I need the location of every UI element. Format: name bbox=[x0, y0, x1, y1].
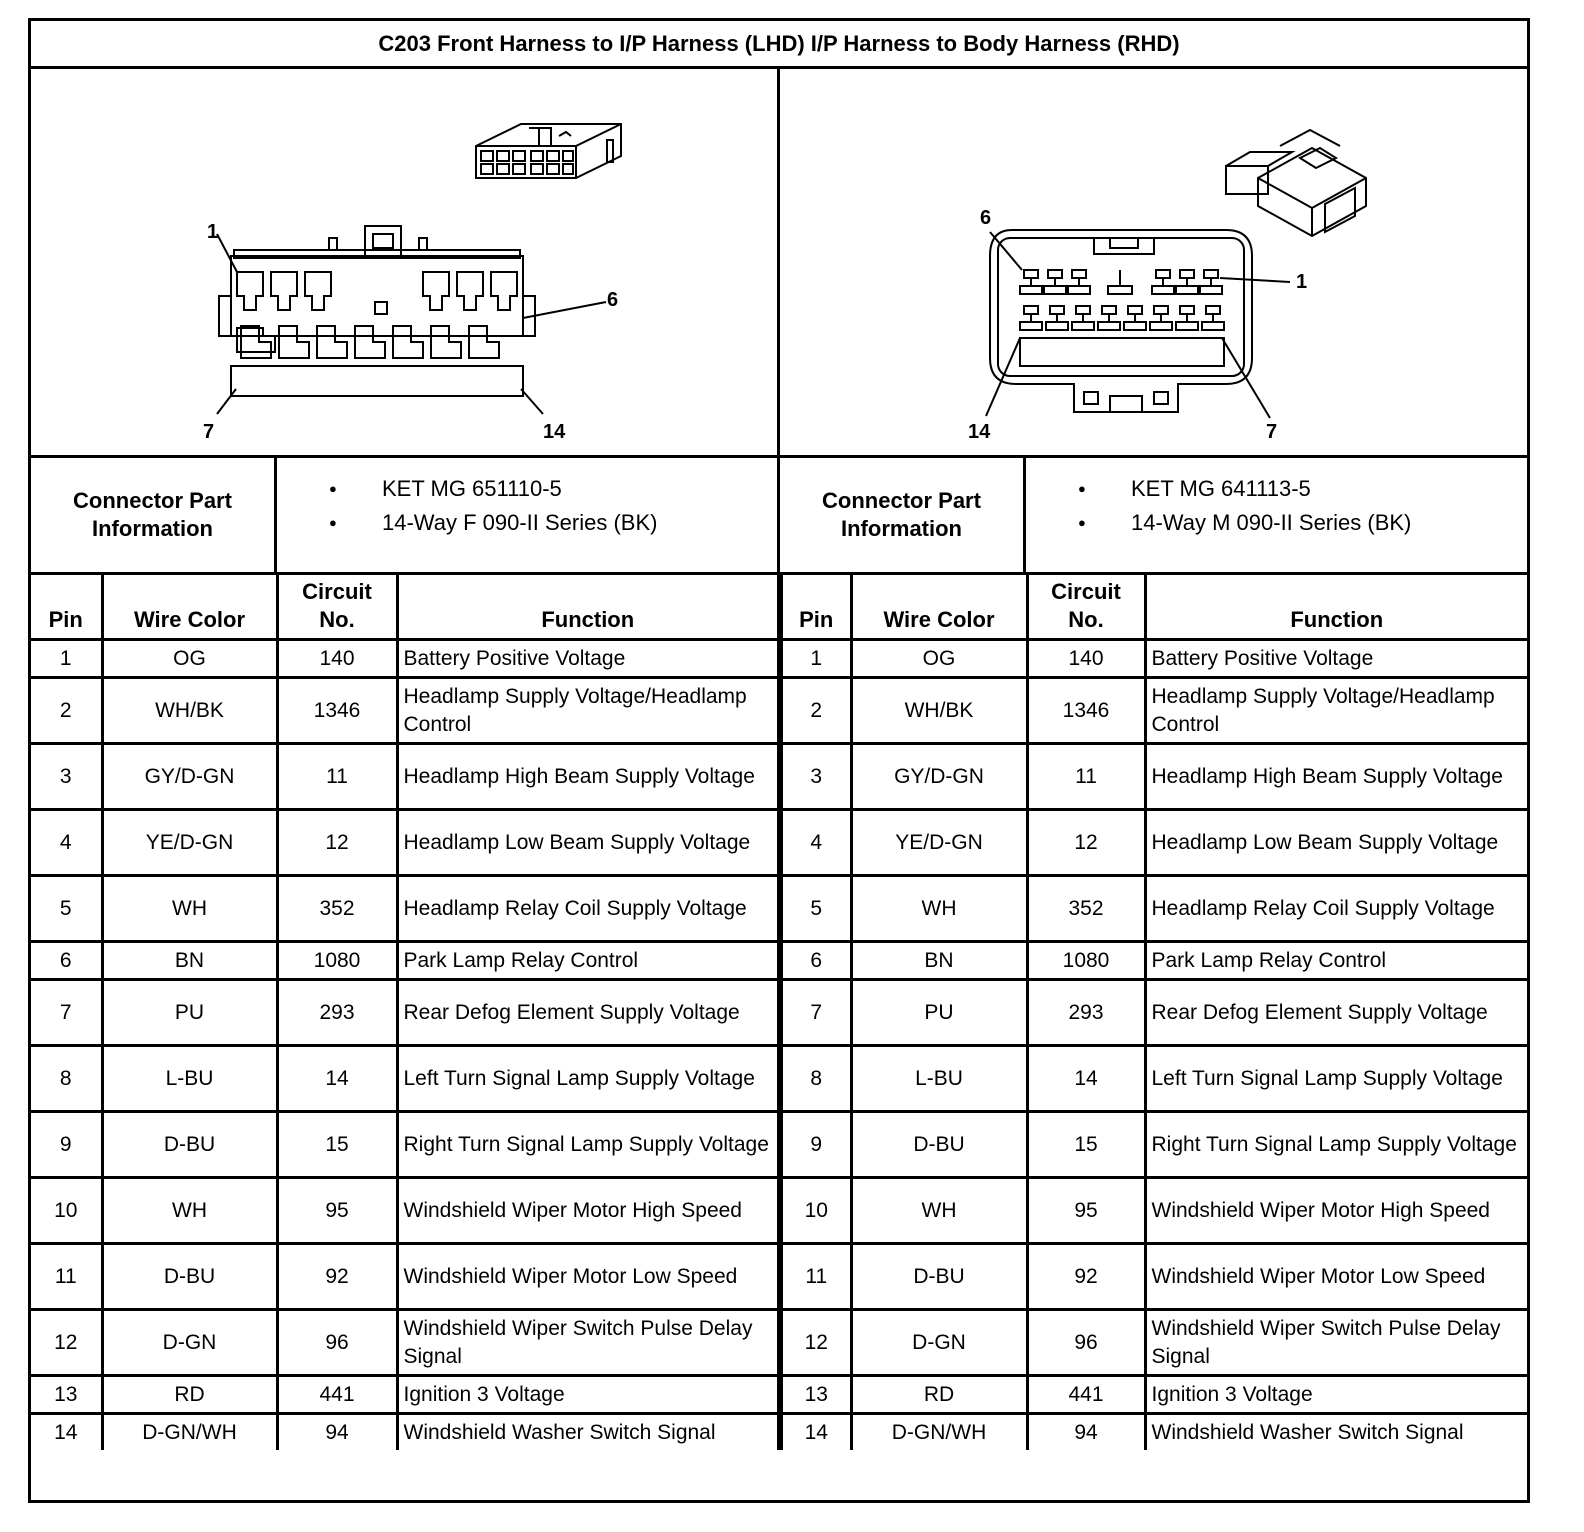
table-row bbox=[31, 640, 1527, 678]
wire-color-cell: OG bbox=[851, 640, 1027, 678]
wire-color-cell: PU bbox=[102, 980, 277, 1046]
wire-color-cell: GY/D-GN bbox=[102, 744, 277, 810]
wire-color-cell: WH bbox=[102, 876, 277, 942]
header-pin: Pin bbox=[31, 574, 102, 640]
circuit-cell: 92 bbox=[277, 1244, 397, 1310]
function-cell: Ignition 3 Voltage bbox=[397, 1376, 780, 1414]
wire-color-cell: WH bbox=[851, 1178, 1027, 1244]
table-row bbox=[31, 810, 1527, 876]
circuit-cell: 441 bbox=[1027, 1376, 1145, 1414]
pin-cell: 13 bbox=[31, 1376, 102, 1414]
function-cell: Windshield Wiper Motor High Speed bbox=[397, 1178, 780, 1244]
function-cell: Battery Positive Voltage bbox=[1145, 640, 1527, 678]
table-row bbox=[31, 1178, 1527, 1244]
pin-cell: 2 bbox=[31, 678, 102, 744]
function-cell: Park Lamp Relay Control bbox=[397, 942, 780, 980]
table-row bbox=[31, 1310, 1527, 1376]
circuit-cell: 293 bbox=[277, 980, 397, 1046]
function-cell: Headlamp Supply Voltage/Headlamp Control bbox=[1145, 678, 1527, 744]
function-cell: Windshield Wiper Motor High Speed bbox=[1145, 1178, 1527, 1244]
circuit-cell: 15 bbox=[1027, 1112, 1145, 1178]
table-row bbox=[31, 1414, 1527, 1451]
function-cell: Headlamp Supply Voltage/Headlamp Control bbox=[397, 678, 780, 744]
pin-cell: 1 bbox=[780, 640, 851, 678]
male-connector-diagram bbox=[780, 66, 1527, 455]
table-row bbox=[31, 1244, 1527, 1310]
wire-color-cell: WH/BK bbox=[102, 678, 277, 744]
pin-cell: 10 bbox=[31, 1178, 102, 1244]
function-cell: Battery Positive Voltage bbox=[397, 640, 780, 678]
pin-cell: 5 bbox=[31, 876, 102, 942]
table-row bbox=[31, 1046, 1527, 1112]
pin-cell: 3 bbox=[780, 744, 851, 810]
circuit-cell: 15 bbox=[277, 1112, 397, 1178]
wire-color-cell: WH bbox=[851, 876, 1027, 942]
wire-color-cell: D-BU bbox=[102, 1112, 277, 1178]
wire-color-cell: WH/BK bbox=[851, 678, 1027, 744]
function-cell: Windshield Washer Switch Signal bbox=[397, 1414, 780, 1451]
function-cell: Windshield Wiper Switch Pulse Delay Signal bbox=[1145, 1310, 1527, 1376]
connector-diagrams bbox=[31, 66, 1527, 458]
function-cell: Headlamp High Beam Supply Voltage bbox=[1145, 744, 1527, 810]
connector-info-left bbox=[277, 458, 780, 572]
pin-label-14: 14 bbox=[543, 421, 566, 443]
connector-info-label-right: Connector Part Information bbox=[780, 458, 1026, 572]
wire-color-cell: YE/D-GN bbox=[851, 810, 1027, 876]
function-cell: Headlamp Relay Coil Supply Voltage bbox=[1145, 876, 1527, 942]
wire-color-cell: GY/D-GN bbox=[851, 744, 1027, 810]
pin-label-6: 6 bbox=[980, 207, 992, 229]
pin-cell: 14 bbox=[780, 1414, 851, 1451]
circuit-cell: 293 bbox=[1027, 980, 1145, 1046]
pin-cell: 4 bbox=[780, 810, 851, 876]
circuit-cell: 1080 bbox=[1027, 942, 1145, 980]
pin-cell: 14 bbox=[31, 1414, 102, 1451]
circuit-cell: 1080 bbox=[277, 942, 397, 980]
wire-color-cell: RD bbox=[851, 1376, 1027, 1414]
circuit-cell: 14 bbox=[277, 1046, 397, 1112]
pin-label-6: 6 bbox=[607, 289, 619, 311]
table-row bbox=[31, 876, 1527, 942]
wire-color-cell: D-GN/WH bbox=[851, 1414, 1027, 1451]
wire-color-cell: D-GN bbox=[102, 1310, 277, 1376]
circuit-cell: 140 bbox=[1027, 640, 1145, 678]
pin-cell: 8 bbox=[31, 1046, 102, 1112]
function-cell: Headlamp High Beam Supply Voltage bbox=[397, 744, 780, 810]
wire-color-cell: OG bbox=[102, 640, 277, 678]
circuit-cell: 441 bbox=[277, 1376, 397, 1414]
wire-color-cell: L-BU bbox=[851, 1046, 1027, 1112]
header-circuit: Circuit No. bbox=[277, 574, 397, 640]
header-function: Function bbox=[1145, 574, 1527, 640]
function-cell: Windshield Washer Switch Signal bbox=[1145, 1414, 1527, 1451]
wire-color-cell: D-GN/WH bbox=[102, 1414, 277, 1451]
circuit-cell: 11 bbox=[277, 744, 397, 810]
circuit-cell: 96 bbox=[1027, 1310, 1145, 1376]
pin-cell: 6 bbox=[31, 942, 102, 980]
function-cell: Windshield Wiper Motor Low Speed bbox=[397, 1244, 780, 1310]
pin-cell: 5 bbox=[780, 876, 851, 942]
function-cell: Left Turn Signal Lamp Supply Voltage bbox=[397, 1046, 780, 1112]
pin-cell: 9 bbox=[31, 1112, 102, 1178]
pinout-table bbox=[31, 574, 1527, 1450]
wire-color-cell: RD bbox=[102, 1376, 277, 1414]
circuit-cell: 94 bbox=[1027, 1414, 1145, 1451]
table-header-row bbox=[31, 574, 1527, 640]
connector-type-left: ● 14-Way F 090-II Series (BK) bbox=[329, 506, 777, 540]
pin-cell: 6 bbox=[780, 942, 851, 980]
header-wire-color: Wire Color bbox=[851, 574, 1027, 640]
table-row bbox=[31, 980, 1527, 1046]
wire-color-cell: D-BU bbox=[102, 1244, 277, 1310]
wire-color-cell: D-BU bbox=[851, 1244, 1027, 1310]
circuit-cell: 12 bbox=[1027, 810, 1145, 876]
function-cell: Ignition 3 Voltage bbox=[1145, 1376, 1527, 1414]
function-cell: Right Turn Signal Lamp Supply Voltage bbox=[1145, 1112, 1527, 1178]
pin-label-7: 7 bbox=[1266, 421, 1278, 443]
function-cell: Right Turn Signal Lamp Supply Voltage bbox=[397, 1112, 780, 1178]
circuit-cell: 11 bbox=[1027, 744, 1145, 810]
page-title: C203 Front Harness to I/P Harness (LHD) I/P Harness to Body Harness (RHD) bbox=[31, 21, 1527, 69]
pin-cell: 11 bbox=[780, 1244, 851, 1310]
function-cell: Left Turn Signal Lamp Supply Voltage bbox=[1145, 1046, 1527, 1112]
table-row bbox=[31, 678, 1527, 744]
wire-color-cell: BN bbox=[851, 942, 1027, 980]
part-number-right: ● KET MG 641113-5 bbox=[1078, 472, 1527, 506]
wire-color-cell: D-GN bbox=[851, 1310, 1027, 1376]
circuit-cell: 96 bbox=[277, 1310, 397, 1376]
function-cell: Windshield Wiper Motor Low Speed bbox=[1145, 1244, 1527, 1310]
pin-cell: 12 bbox=[780, 1310, 851, 1376]
pin-label-14: 14 bbox=[968, 421, 991, 443]
connector-sheet bbox=[28, 18, 1530, 1503]
pin-cell: 12 bbox=[31, 1310, 102, 1376]
circuit-cell: 352 bbox=[277, 876, 397, 942]
circuit-cell: 94 bbox=[277, 1414, 397, 1451]
wire-color-cell: L-BU bbox=[102, 1046, 277, 1112]
table-row bbox=[31, 942, 1527, 980]
function-cell: Headlamp Low Beam Supply Voltage bbox=[1145, 810, 1527, 876]
pin-cell: 7 bbox=[31, 980, 102, 1046]
wire-color-cell: PU bbox=[851, 980, 1027, 1046]
function-cell: Headlamp Relay Coil Supply Voltage bbox=[397, 876, 780, 942]
pin-cell: 8 bbox=[780, 1046, 851, 1112]
pin-label-1: 1 bbox=[207, 221, 219, 243]
circuit-cell: 1346 bbox=[1027, 678, 1145, 744]
header-wire-color: Wire Color bbox=[102, 574, 277, 640]
pin-cell: 13 bbox=[780, 1376, 851, 1414]
table-row bbox=[31, 744, 1527, 810]
pin-cell: 1 bbox=[31, 640, 102, 678]
connector-part-information bbox=[31, 458, 1527, 575]
pin-cell: 11 bbox=[31, 1244, 102, 1310]
connector-info-right bbox=[1026, 458, 1527, 572]
pin-cell: 10 bbox=[780, 1178, 851, 1244]
wire-color-cell: YE/D-GN bbox=[102, 810, 277, 876]
circuit-cell: 1346 bbox=[277, 678, 397, 744]
pin-cell: 9 bbox=[780, 1112, 851, 1178]
header-pin: Pin bbox=[780, 574, 851, 640]
wire-color-cell: BN bbox=[102, 942, 277, 980]
pin-cell: 2 bbox=[780, 678, 851, 744]
table-row bbox=[31, 1376, 1527, 1414]
pin-label-1: 1 bbox=[1296, 271, 1308, 293]
pin-cell: 4 bbox=[31, 810, 102, 876]
function-cell: Park Lamp Relay Control bbox=[1145, 942, 1527, 980]
pin-cell: 3 bbox=[31, 744, 102, 810]
female-connector-diagram bbox=[31, 66, 777, 455]
part-number-left: ● KET MG 651110-5 bbox=[329, 472, 777, 506]
circuit-cell: 92 bbox=[1027, 1244, 1145, 1310]
header-function: Function bbox=[397, 574, 780, 640]
circuit-cell: 140 bbox=[277, 640, 397, 678]
pin-cell: 7 bbox=[780, 980, 851, 1046]
connector-type-right: ● 14-Way M 090-II Series (BK) bbox=[1078, 506, 1527, 540]
circuit-cell: 352 bbox=[1027, 876, 1145, 942]
circuit-cell: 95 bbox=[1027, 1178, 1145, 1244]
function-cell: Windshield Wiper Switch Pulse Delay Signal bbox=[397, 1310, 780, 1376]
circuit-cell: 95 bbox=[277, 1178, 397, 1244]
function-cell: Rear Defog Element Supply Voltage bbox=[397, 980, 780, 1046]
header-circuit: Circuit No. bbox=[1027, 574, 1145, 640]
wire-color-cell: D-BU bbox=[851, 1112, 1027, 1178]
connector-info-label-left: Connector Part Information bbox=[31, 458, 277, 572]
wire-color-cell: WH bbox=[102, 1178, 277, 1244]
pin-label-7: 7 bbox=[203, 421, 215, 443]
circuit-cell: 14 bbox=[1027, 1046, 1145, 1112]
table-row bbox=[31, 1112, 1527, 1178]
circuit-cell: 12 bbox=[277, 810, 397, 876]
function-cell: Rear Defog Element Supply Voltage bbox=[1145, 980, 1527, 1046]
function-cell: Headlamp Low Beam Supply Voltage bbox=[397, 810, 780, 876]
